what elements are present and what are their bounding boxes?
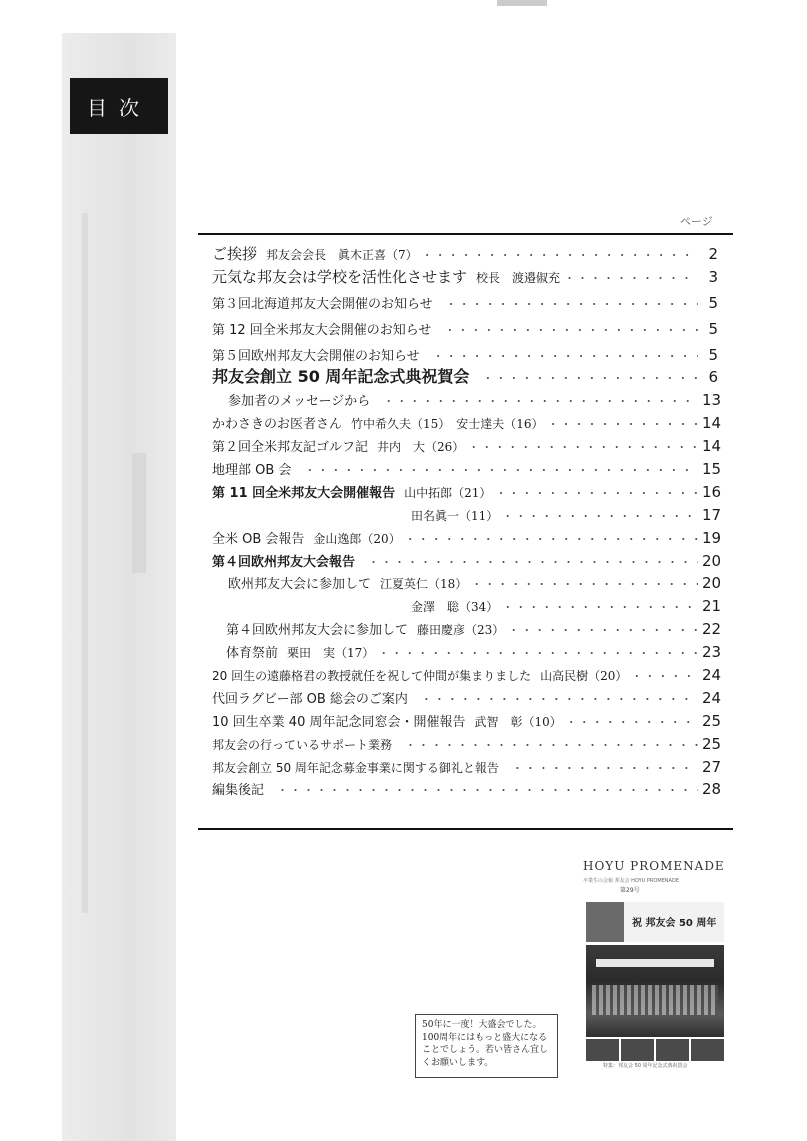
toc-entry-author: 校長 渡邉俶充 [476, 270, 561, 285]
toc-entry-title: 第 12 回全米邦友大会開催のお知らせ [212, 322, 432, 338]
show-through-mark [132, 453, 146, 573]
toc-entry-page: 14 [702, 414, 722, 433]
toc-leader-dots [468, 437, 698, 460]
toc-leader-dots [277, 780, 698, 803]
toc-entry-title: 邦友会創立 50 周年記念募金事業に関する御礼と報告 [212, 760, 499, 775]
toc-entry-author: 金澤 聡（34） [411, 600, 499, 615]
toc-entry-title: 第３回北海道邦友大会開催のお知らせ [212, 296, 433, 312]
toc-entry [212, 366, 718, 389]
toc-entry-author: 邦友会会長 眞木正喜（7） [266, 248, 418, 262]
toc-entry-title: 代回ラグビー部 OB 総会のご案内 [212, 691, 408, 707]
toc-entry-page: 27 [702, 757, 722, 776]
toc-leader-dots [383, 391, 698, 414]
toc-entry-page: 20 [702, 574, 722, 593]
page-column-label: ページ [680, 215, 713, 228]
side-strip [62, 33, 176, 1141]
toc-entry-title: 第４回欧州邦友大会に参加して [226, 623, 409, 639]
toc-entry-author: 栗田 実（17） [287, 646, 375, 661]
toc-entry-author: 武智 彰（10） [474, 714, 562, 729]
stage-banner [596, 959, 714, 967]
toc-leader-dots [446, 294, 698, 317]
toc-entry [212, 595, 722, 618]
toc-entry-author: 山中拓郎（21） [404, 485, 492, 500]
cover-banner [586, 902, 724, 942]
toc-entry-page: 14 [702, 437, 722, 456]
toc-entry-page: 3 [708, 267, 718, 286]
toc-entry-title: かわさきのお医者さん [212, 417, 343, 433]
cover-title: HOYU PROMENADE [583, 859, 725, 873]
toc-entry [212, 641, 722, 664]
toc-entry-page: 25 [702, 711, 722, 730]
toc-leader-dots [564, 268, 698, 291]
toc-entry [212, 710, 722, 733]
toc-entry-author: 竹中希久夫（15） 安士達夫（16） [351, 417, 544, 432]
toc-entry-author: 江夏英仁（18） [380, 577, 468, 592]
toc-leader-dots [304, 460, 698, 483]
toc-entry [212, 527, 722, 550]
toc-entry-title: 20 回生の遠藤格君の教授就任を祝して仲間が集まりました [212, 669, 532, 684]
toc-entry-title: 元気な邦友会は学校を活性化させます [212, 267, 468, 286]
cover-note: 50年に一度！大盛会でした。100周年にはもっと盛大になることでしょう。若い皆さん宜しくお願いします。 [415, 1014, 558, 1078]
toc-entry-title: 参加者のメッセージから [228, 394, 371, 410]
toc-entry-title: 欧州邦友大会に参加して [228, 577, 372, 593]
top-edge-mark [497, 0, 547, 6]
toc-leader-dots [508, 620, 698, 643]
toc-entry-title: 邦友会創立 50 周年記念式典祝賀会 [212, 367, 470, 387]
toc-entry [212, 504, 722, 527]
toc-entry [212, 266, 718, 289]
cover-issue: 第29号 [620, 887, 640, 894]
toc-entry [212, 481, 722, 504]
toc-leader-dots [405, 529, 698, 552]
toc-entry-page: 19 [702, 528, 722, 547]
toc-entry [212, 664, 722, 687]
toc-entry-page: 15 [702, 460, 722, 479]
toc-entry [212, 435, 722, 458]
thumbnail-photo [656, 1039, 689, 1061]
toc-entry-page: 21 [702, 597, 722, 616]
toc-entry-page: 22 [702, 620, 722, 639]
toc-entry-page: 16 [702, 482, 722, 501]
toc-entry [212, 292, 718, 315]
thumbnail-photo [621, 1039, 654, 1061]
toc-entry-title: 第４回欧州邦友大会報告 [212, 554, 356, 570]
toc-leader-dots [566, 712, 698, 735]
toc-leader-dots [368, 552, 698, 575]
toc-entry [212, 618, 722, 641]
toc-entry-page: 2 [708, 245, 718, 263]
toc-entry-page: 17 [702, 505, 722, 524]
toc-entry-author: 金山逸郎（20） [313, 531, 401, 546]
contents-heading: 目次 [70, 78, 168, 134]
toc-entry-page: 6 [708, 368, 718, 387]
toc-leader-dots [405, 735, 698, 758]
toc-entry [212, 389, 722, 412]
toc-entry-title: 第 11 回全米邦友大会開催報告 [212, 485, 396, 501]
table-of-contents [212, 243, 722, 801]
toc-top-rule [198, 233, 733, 235]
toc-entry-author: 井内 大（26） [377, 440, 465, 455]
toc-entry-title: 体育祭前 [226, 646, 279, 662]
toc-entry-title: 編集後記 [212, 783, 265, 799]
toc-leader-dots [495, 483, 698, 506]
toc-entry-title: ご挨拶 [212, 245, 258, 263]
toc-leader-dots [471, 574, 698, 597]
toc-entry-page: 5 [708, 319, 718, 338]
toc-bottom-rule [198, 828, 733, 830]
toc-leader-dots [433, 346, 698, 369]
magazine-cover-image [578, 845, 728, 1070]
cover-subtitle: 卒業生の会報 邦友会 HOYU PROMENADE [583, 878, 679, 884]
toc-leader-dots [502, 506, 698, 529]
toc-entry [212, 733, 722, 756]
toc-entry-page: 13 [702, 391, 722, 410]
toc-leader-dots [548, 414, 698, 437]
toc-entry-author: 山高民樹（20） [540, 669, 628, 684]
toc-entry [212, 572, 722, 595]
toc-leader-dots [444, 320, 698, 343]
toc-leader-dots [421, 689, 698, 712]
toc-entry-author: 田名眞一（11） [411, 508, 499, 523]
toc-leader-dots [631, 666, 698, 689]
toc-entry [212, 756, 722, 779]
toc-entry-page: 25 [702, 734, 722, 753]
toc-entry-title: 地理部 OB 会 [212, 463, 292, 479]
thumbnail-photo [691, 1039, 724, 1061]
toc-entry-page: 28 [702, 780, 722, 799]
cover-thumbnails [586, 1039, 724, 1061]
toc-entry [212, 458, 722, 481]
toc-entry [212, 550, 722, 573]
thumbnail-photo [586, 1039, 619, 1061]
toc-entry-title: 10 回生卒業 40 周年記念同窓会・開催報告 [212, 714, 466, 730]
toc-entry-title: 第５回欧州邦友大会開催のお知らせ [212, 348, 420, 364]
toc-entry-title: 邦友会の行っているサポート業務 [212, 737, 393, 752]
cover-main-photo [586, 945, 724, 1037]
toc-entry [212, 318, 718, 341]
toc-entry [212, 243, 718, 266]
toc-leader-dots [422, 245, 698, 268]
toc-leader-dots [512, 758, 698, 781]
toc-entry [212, 778, 722, 801]
toc-leader-dots [502, 597, 698, 620]
toc-entry-page: 24 [702, 666, 722, 685]
toc-entry [212, 412, 722, 435]
show-through-mark [82, 213, 88, 913]
toc-entry-page: 23 [702, 643, 722, 662]
toc-entry-title: 第２回全米邦友記ゴルフ記 [212, 440, 369, 456]
toc-entry-page: 5 [708, 293, 718, 312]
toc-entry [212, 687, 722, 710]
toc-entry [212, 344, 718, 367]
toc-entry-page: 20 [702, 551, 722, 570]
toc-entry-page: 5 [708, 345, 718, 364]
toc-entry-title: 全米 OB 会報告 [212, 531, 305, 547]
toc-leader-dots [378, 643, 698, 666]
crowd [592, 985, 718, 1015]
cover-banner-text: 祝 邦友会 50 周年 [632, 918, 717, 929]
toc-entry-author: 藤田慶彦（23） [417, 623, 505, 638]
cover-caption: 特集：邦友会 50 周年記念式典祝賀会 [603, 1063, 688, 1069]
toc-entry-page: 24 [702, 688, 722, 707]
toc-leader-dots [482, 368, 698, 391]
cover-banner-photo [586, 902, 624, 942]
